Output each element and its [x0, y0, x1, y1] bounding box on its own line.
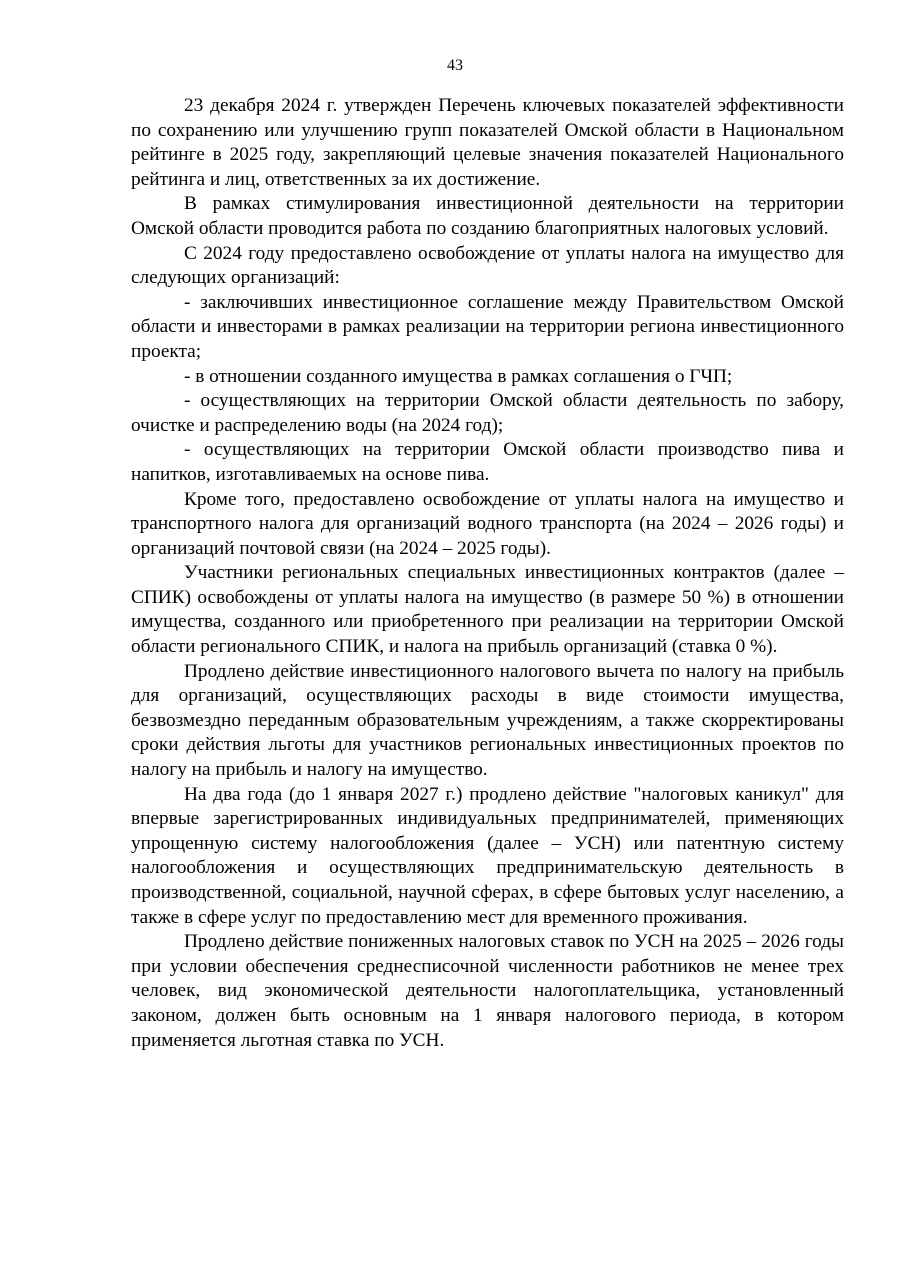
paragraph: Кроме того, предоставлено освобождение от уплаты налога на имущество и транспортного налога для организаций водного транспорта (на 2024 – 2026 годы) и организаций почтовой связи (на 2024 – 2025 годы).	[131, 488, 844, 559]
paragraph: В рамках стимулирования инвестиционной деятельности на территории Омской области проводится работа по созданию благоприятных налоговых условий.	[131, 193, 844, 239]
list-item: - в отношении созданного имущества в рамках соглашения о ГЧП;	[184, 365, 733, 387]
paragraph: С 2024 году предоставлено освобождение от уплаты налога на имущество для следующих организаций:	[131, 242, 844, 289]
body-text	[131, 94, 844, 1053]
list-item: - заключивших инвестиционное соглашение между Правительством Омской области и инвесторами в рамках реализации на территории региона инвестиционного проекта;	[131, 291, 844, 362]
paragraph: Участники региональных специальных инвестиционных контрактов (далее – СПИК) освобождены от уплаты налога на имущество (в размере 50 %) в отношении имущества, созданного или приобретенного при реализации на территории Омской области регионального СПИК, и налога на прибыль организаций (ставка 0 %).	[131, 562, 844, 658]
list-item: - осуществляющих на территории Омской области деятельность по забору, очистке и распределению воды (на 2024 год);	[131, 390, 844, 436]
page-number: 43	[447, 57, 463, 74]
paragraph: Продлено действие пониженных налоговых ставок по УСН на 2025 – 2026 годы при условии обеспечения среднесписочной численности работников не менее трех человек, вид экономической деятельности налогоплательщика, установленный законом, должен быть основным на 1 января налогового периода, в котором применяется льготная ставка по УСН.	[131, 931, 844, 1051]
paragraph: На два года (до 1 января 2027 г.) продлено действие "налоговых каникул" для впервые зарегистрированных индивидуальных предпринимателей, применяющих упрощенную систему налогообложения (далее – УСН) или патентную систему налогообложения и осуществляющих предпринимательскую деятельность в производственной, социальной, научной сферах, в сфере бытовых услуг населению, а также в сфере услуг по предоставлению мест для временного проживания.	[131, 783, 844, 928]
list-item: - осуществляющих на территории Омской области производство пива и напитков, изготавливаемых на основе пива.	[131, 439, 844, 485]
paragraph: Продлено действие инвестиционного налогового вычета по налогу на прибыль для организаций, осуществляющих расходы в виде стоимости имущества, безвозмездно переданным образовательным учреждениям, а также скорректированы сроки действия льготы для участников региональных инвестиционных проектов по налогу на прибыль и налогу на имущество.	[131, 660, 844, 781]
paragraph: 23 декабря 2024 г. утвержден Перечень ключевых показателей эффективности по сохранению или улучшению групп показателей Омской области в Национальном рейтинге в 2025 году, закрепляющий целевые значения показателей Национального рейтинга и лиц, ответственных за их достижение.	[131, 95, 844, 190]
